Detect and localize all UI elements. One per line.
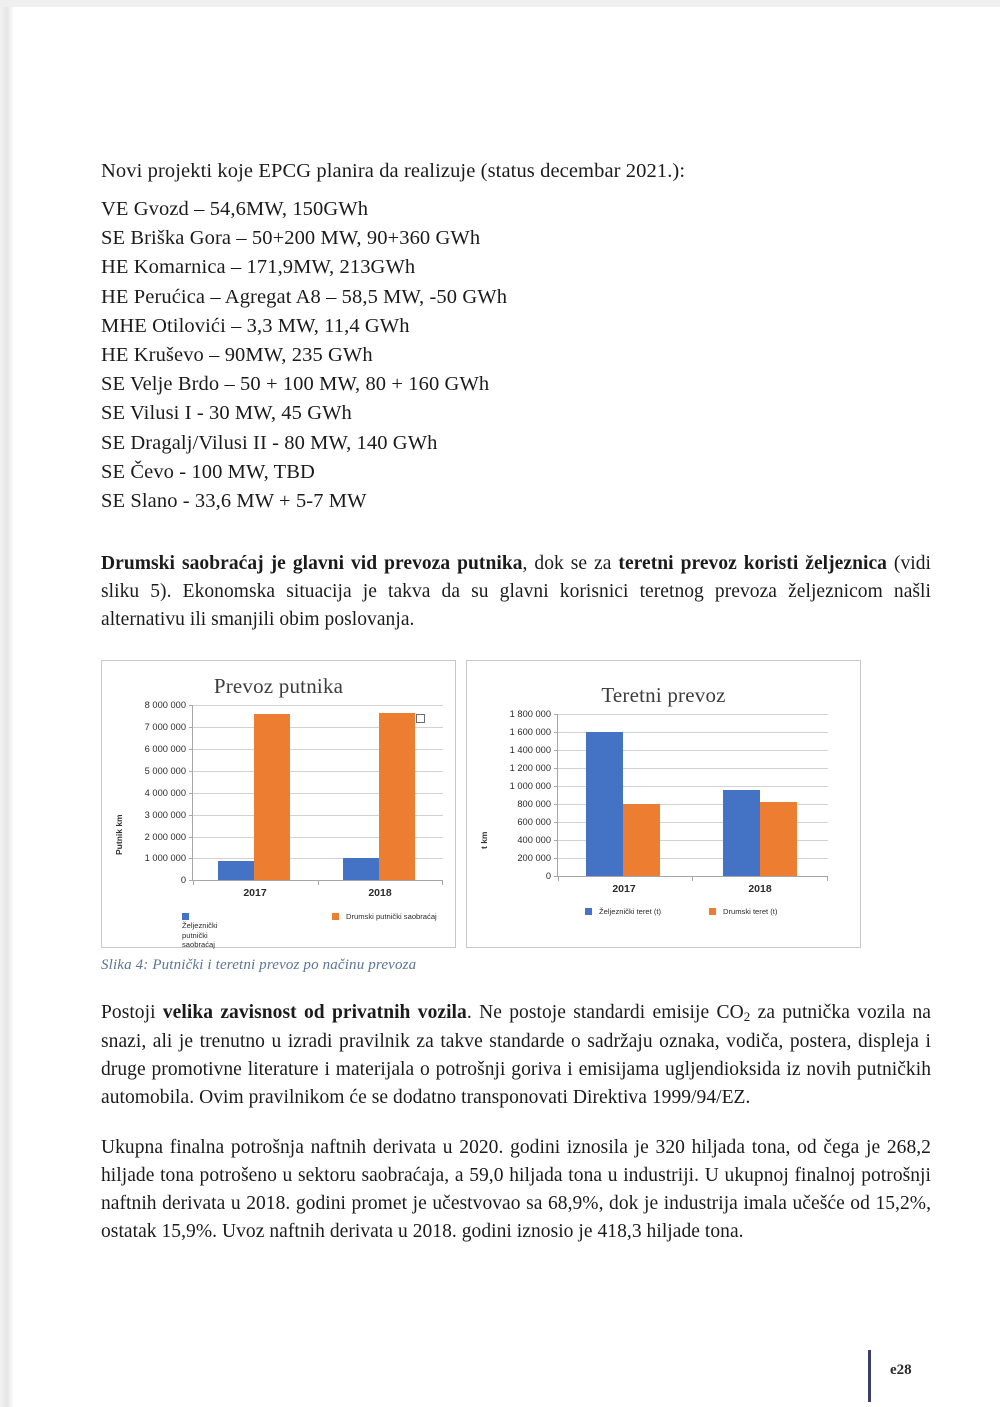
plot-grid-right <box>557 714 827 896</box>
y-tick-label: 1 200 000 <box>509 763 551 774</box>
y-tick-label: 3 000 000 <box>144 809 186 820</box>
y-tick-label: 2 000 000 <box>144 831 186 842</box>
y-tick-label: 0 <box>545 871 551 882</box>
axis-tick <box>189 705 193 706</box>
legend-item-road-freight[interactable] <box>709 907 777 917</box>
page-footer <box>868 1350 988 1402</box>
axis-tick <box>189 837 193 838</box>
legend-item-rail-freight[interactable] <box>585 907 661 917</box>
paragraph-vehicles-rest-a: . Ne postoje standardi emisije CO <box>466 1002 744 1024</box>
bar-2018-rail-freight <box>723 790 760 876</box>
axis-tick <box>554 804 558 805</box>
x-tick-label: 2018 <box>368 887 392 900</box>
chart-teretni-prevoz <box>466 660 861 948</box>
bar-2017-rail-freight <box>586 732 623 876</box>
co2-subscript: 2 <box>743 1009 751 1025</box>
chart-selection-handle[interactable] <box>416 714 425 723</box>
paragraph-transport-bold-2: teretni prevoz koristi željeznica <box>618 553 887 575</box>
gridline <box>558 714 828 715</box>
y-tick-label: 400 000 <box>517 835 551 846</box>
page-top-edge-shadow <box>0 0 1000 7</box>
legend-item-rail[interactable] <box>182 912 217 950</box>
project-list-item: SE Briška Gora – 50+200 MW, 90+360 GWh <box>101 227 481 250</box>
legend-swatch-blue-icon <box>585 908 592 915</box>
axis-tick <box>554 840 558 841</box>
footer-rule <box>868 1350 871 1402</box>
figure-caption: Slika 4: Putnički i teretni prevoz po načinu prevoza <box>101 957 417 974</box>
axis-tick <box>554 786 558 787</box>
y-tick-label: 600 000 <box>517 817 551 828</box>
x-tick-label: 2017 <box>243 887 267 900</box>
x-category-divider <box>442 880 443 885</box>
axis-tick <box>554 750 558 751</box>
bar-2018-road <box>379 713 415 880</box>
paragraph-transport-bold-1: Drumski saobraćaj je glavni vid prevoza putnika <box>101 553 523 575</box>
y-tick-label: 5 000 000 <box>144 765 186 776</box>
paragraph-vehicles-rest-b: za putnička vozila na snazi, ali je trenutno u izradi pravilnik za takve standarde o sadržaju oznaka, vodiča, postera, displeja i druge promotivne literature i materijala o potrošnji goriva i emisijama ugljendioksida iz novih putničkih automobila. Ovim pravilnikom će se dodatno transponovati Direktiva 1999/94/EZ. <box>101 1002 932 1109</box>
gridline <box>193 705 443 706</box>
chart-prevoz-putnika <box>101 660 456 948</box>
page-left-edge-shadow <box>0 0 13 1407</box>
project-list-item: MHE Otilovići – 3,3 MW, 11,4 GWh <box>101 314 410 337</box>
project-list-item: SE Dragalj/Vilusi II - 80 MW, 140 GWh <box>101 431 438 454</box>
x-category-divider <box>318 880 319 885</box>
x-category-divider <box>692 876 693 881</box>
y-tick-label: 1 000 000 <box>144 853 186 864</box>
chart-title-left: Prevoz putnika <box>213 674 344 699</box>
bar-2018-road-freight <box>760 802 797 877</box>
x-category-divider <box>558 876 559 881</box>
paragraph-transport <box>101 550 931 634</box>
legend-label: Željeznički teret (t) <box>599 907 662 917</box>
figure-charts <box>101 660 861 948</box>
y-tick-label: 4 000 000 <box>144 787 186 798</box>
project-list-item: SE Slano - 33,6 MW + 5-7 MW <box>101 490 367 513</box>
y-tick-label: 1 600 000 <box>509 727 551 738</box>
axis-tick <box>554 714 558 715</box>
axis-tick <box>189 815 193 816</box>
x-category-divider <box>193 880 194 885</box>
y-tick-label: 1 800 000 <box>509 709 551 720</box>
legend-swatch-orange-icon <box>332 913 339 920</box>
y-axis-labels-left <box>120 700 186 886</box>
legend-swatch-blue-icon <box>182 913 189 920</box>
y-tick-label: 200 000 <box>517 853 551 864</box>
project-list-item: SE Čevo - 100 MW, TBD <box>101 460 315 483</box>
y-tick-label: 0 <box>180 875 186 886</box>
plot-grid-left <box>192 705 442 900</box>
paragraph-vehicles <box>101 999 931 1112</box>
axis-tick <box>189 727 193 728</box>
legend-label: Željeznički putnički saobraćaj <box>182 921 218 950</box>
project-list-item: HE Komarnica – 171,9MW, 213GWh <box>101 256 416 279</box>
project-list-item: HE Kruševo – 90MW, 235 GWh <box>101 344 373 367</box>
axis-tick <box>189 749 193 750</box>
project-list-item: VE Gvozd – 54,6MW, 150GWh <box>101 198 369 220</box>
y-axis-title-left: Putnik km <box>114 814 124 856</box>
x-category-divider <box>827 876 828 881</box>
document-content <box>101 157 931 1246</box>
bar-2017-road <box>254 714 290 880</box>
legend-item-road[interactable] <box>332 912 437 922</box>
axis-tick <box>554 732 558 733</box>
y-tick-label: 8 000 000 <box>144 700 186 711</box>
paragraph-transport-mid: , dok se za <box>522 553 619 575</box>
y-tick-label: 7 000 000 <box>144 722 186 733</box>
y-axis-labels-right <box>485 709 551 882</box>
project-list-item: HE Perućica – Agregat A8 – 58,5 MW, -50 GWh <box>101 285 508 308</box>
x-tick-label: 2017 <box>612 883 636 896</box>
project-list <box>101 195 931 516</box>
project-list-item: SE Vilusi I - 30 MW, 45 GWh <box>101 402 352 425</box>
axis-tick <box>189 858 193 859</box>
y-tick-label: 800 000 <box>517 799 551 810</box>
chart-title-right: Teretni prevoz <box>601 683 726 708</box>
axis-tick <box>554 822 558 823</box>
bar-2018-rail <box>343 858 379 880</box>
intro-line: Novi projekti koje EPCG planira da realizuje (status decembar 2021.): <box>101 160 686 182</box>
x-axis-line <box>558 876 828 877</box>
axis-tick <box>554 768 558 769</box>
bar-2017-road-freight <box>623 804 660 876</box>
y-tick-label: 1 000 000 <box>509 781 551 792</box>
page-number: e28 <box>890 1362 912 1378</box>
axis-tick <box>189 793 193 794</box>
axis-tick <box>554 858 558 859</box>
y-axis-title-right: t km <box>479 831 489 850</box>
paragraph-vehicles-bold: velika zavisnost od privatnih vozila <box>162 1002 467 1024</box>
paragraph-fuel: Ukupna finalna potrošnja naftnih derivata u 2020. godini iznosila je 320 hiljada tona, od čega je 268,2 hiljade tona potrošeno u sektoru saobraćaja, a 59,0 hiljada tona u industriji. U ukupnoj finalnoj potrošnji naftnih derivata u 2018. godini promet je učestvovao sa 68,9%, dok je industrija imala učešće od 15,2%, ostatak 15,9%. Uvoz naftnih derivata u 2018. godini iznosio je 418,3 hiljade tona. <box>101 1137 931 1243</box>
y-tick-label: 1 400 000 <box>509 745 551 756</box>
x-tick-label: 2018 <box>748 883 772 896</box>
project-list-item: SE Velje Brdo – 50 + 100 MW, 80 + 160 GWh <box>101 373 490 396</box>
y-tick-label: 6 000 000 <box>144 744 186 755</box>
paragraph-vehicles-lead: Postoji <box>101 1002 163 1024</box>
legend-swatch-orange-icon <box>709 908 716 915</box>
legend-label: Drumski putnički saobraćaj <box>346 912 437 922</box>
paragraph-transport-rest: (vidi sliku 5). Ekonomska situacija je takva da su glavni korisnici teretnog prevoza željeznicom našli alternativu ili smanjili obim poslovanja. <box>101 553 931 631</box>
legend-label: Drumski teret (t) <box>723 907 778 917</box>
axis-tick <box>189 771 193 772</box>
document-page <box>13 7 1000 1407</box>
bar-2017-rail <box>218 861 254 880</box>
